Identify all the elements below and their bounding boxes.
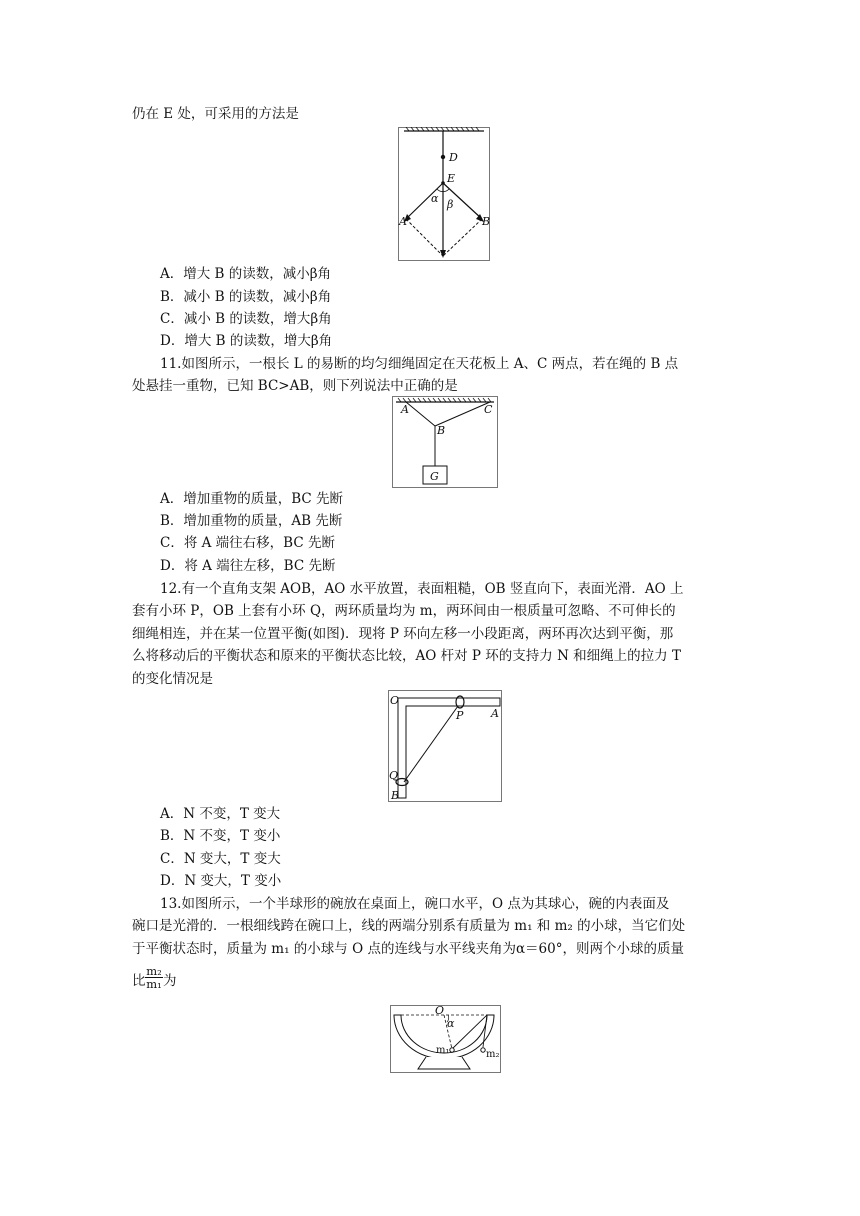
q11-stem-line2: 处悬挂一重物，已知 BC>AB，则下列说法中正确的是: [132, 378, 458, 394]
q12-label-o: O: [390, 694, 400, 707]
q13-stem-line3: 于平衡状态时，质量为 m₁ 的小球与 O 点的连线与水平线夹角为α＝60°，则两个小球的质量: [132, 941, 684, 957]
q12-label-b: B: [391, 789, 400, 802]
q12-label-q: Q: [389, 769, 399, 782]
q10-label-alpha: α: [431, 192, 439, 205]
q11-stem-line1: 11.如图所示，一根长 L 的易断的均匀细绳固定在天花板上 A、C 两点，若在绳的 B 点: [160, 356, 679, 372]
q12-stem-line5: 的变化情况是: [132, 671, 213, 687]
q11-option-c: C．将 A 端往右移，BC 先断: [160, 535, 335, 551]
question-10-stem-tail: 仍在 E 处，可采用的方法是: [132, 106, 299, 122]
q12-option-b: B．N 不变，T 变小: [160, 828, 281, 844]
q13-label-m2: m₂: [486, 1049, 500, 1060]
q13-ratio-fraction: [145, 965, 163, 990]
q10-label-e: E: [447, 172, 456, 185]
q11-option-b: B．增加重物的质量，AB 先断: [160, 513, 343, 529]
q11-figure: [392, 396, 498, 488]
q10-option-d: D．增大 B 的读数，增大β角: [160, 333, 333, 349]
q11-option-a: A．增加重物的质量，BC 先断: [160, 491, 344, 507]
q13-stem-line2: 碗口是光滑的．一根细线跨在碗口上，线的两端分别系有质量为 m₁ 和 m₂ 的小球，当它们处: [132, 918, 686, 934]
q10-label-b: B: [482, 215, 490, 228]
q12-figure: [388, 690, 502, 802]
q10-label-a: A: [399, 215, 407, 228]
q11-option-d: D．将 A 端往左移，BC 先断: [160, 558, 336, 574]
q12-stem-line4: 么将移动后的平衡状态和原来的平衡状态比较，AO 杆对 P 环的支持力 N 和细绳上的拉力 T: [132, 648, 681, 664]
q13-label-m1: m₁: [436, 1045, 450, 1056]
q12-stem-line1: 12.有一个直角支架 AOB，AO 水平放置，表面粗糙，OB 竖直向下，表面光滑．AO 上: [160, 581, 684, 597]
q11-label-g: G: [430, 470, 439, 483]
q12-option-d: D．N 变大，T 变小: [160, 873, 282, 889]
q12-stem-line3: 细绳相连，并在某一位置平衡(如图)．现将 P 环向左移一小段距离，两环再次达到平衡，那: [132, 626, 674, 642]
q13-ratio-suffix: 为: [163, 973, 177, 989]
q10-label-beta: β: [447, 198, 454, 211]
q11-label-a: A: [401, 403, 409, 416]
q12-option-c: C．N 变大，T 变大: [160, 851, 281, 867]
q13-ratio-denominator: m₁: [146, 977, 162, 991]
q13-stem-line1: 13.如图所示，一个半球形的碗放在桌面上，碗口水平，O 点为其球心，碗的内表面及: [160, 896, 670, 912]
q13-ratio-numerator: m₂: [146, 964, 162, 978]
q10-option-a: A．增大 B 的读数，减小β角: [160, 266, 332, 282]
q11-label-b: B: [437, 424, 446, 437]
q13-figure: [390, 1005, 501, 1073]
q12-label-a: A: [491, 707, 499, 720]
q10-figure: [398, 127, 490, 261]
q11-label-c: C: [484, 403, 493, 416]
q13-ratio-prefix: 比: [132, 973, 146, 989]
q12-label-p: P: [456, 709, 464, 722]
q12-option-a: A．N 不变，T 变大: [160, 806, 281, 822]
q13-label-alpha: α: [447, 1017, 455, 1030]
q13-label-o: O: [435, 1005, 445, 1017]
q12-stem-line2: 套有小环 P，OB 上套有小环 Q，两环质量均为 m，两环间由一根质量可忽略、不可伸长的: [132, 603, 676, 619]
q10-option-b: B．减小 B 的读数，减小β角: [160, 289, 332, 305]
q10-option-c: C．减小 B 的读数，增大β角: [160, 311, 332, 327]
q10-label-d: D: [449, 151, 458, 164]
